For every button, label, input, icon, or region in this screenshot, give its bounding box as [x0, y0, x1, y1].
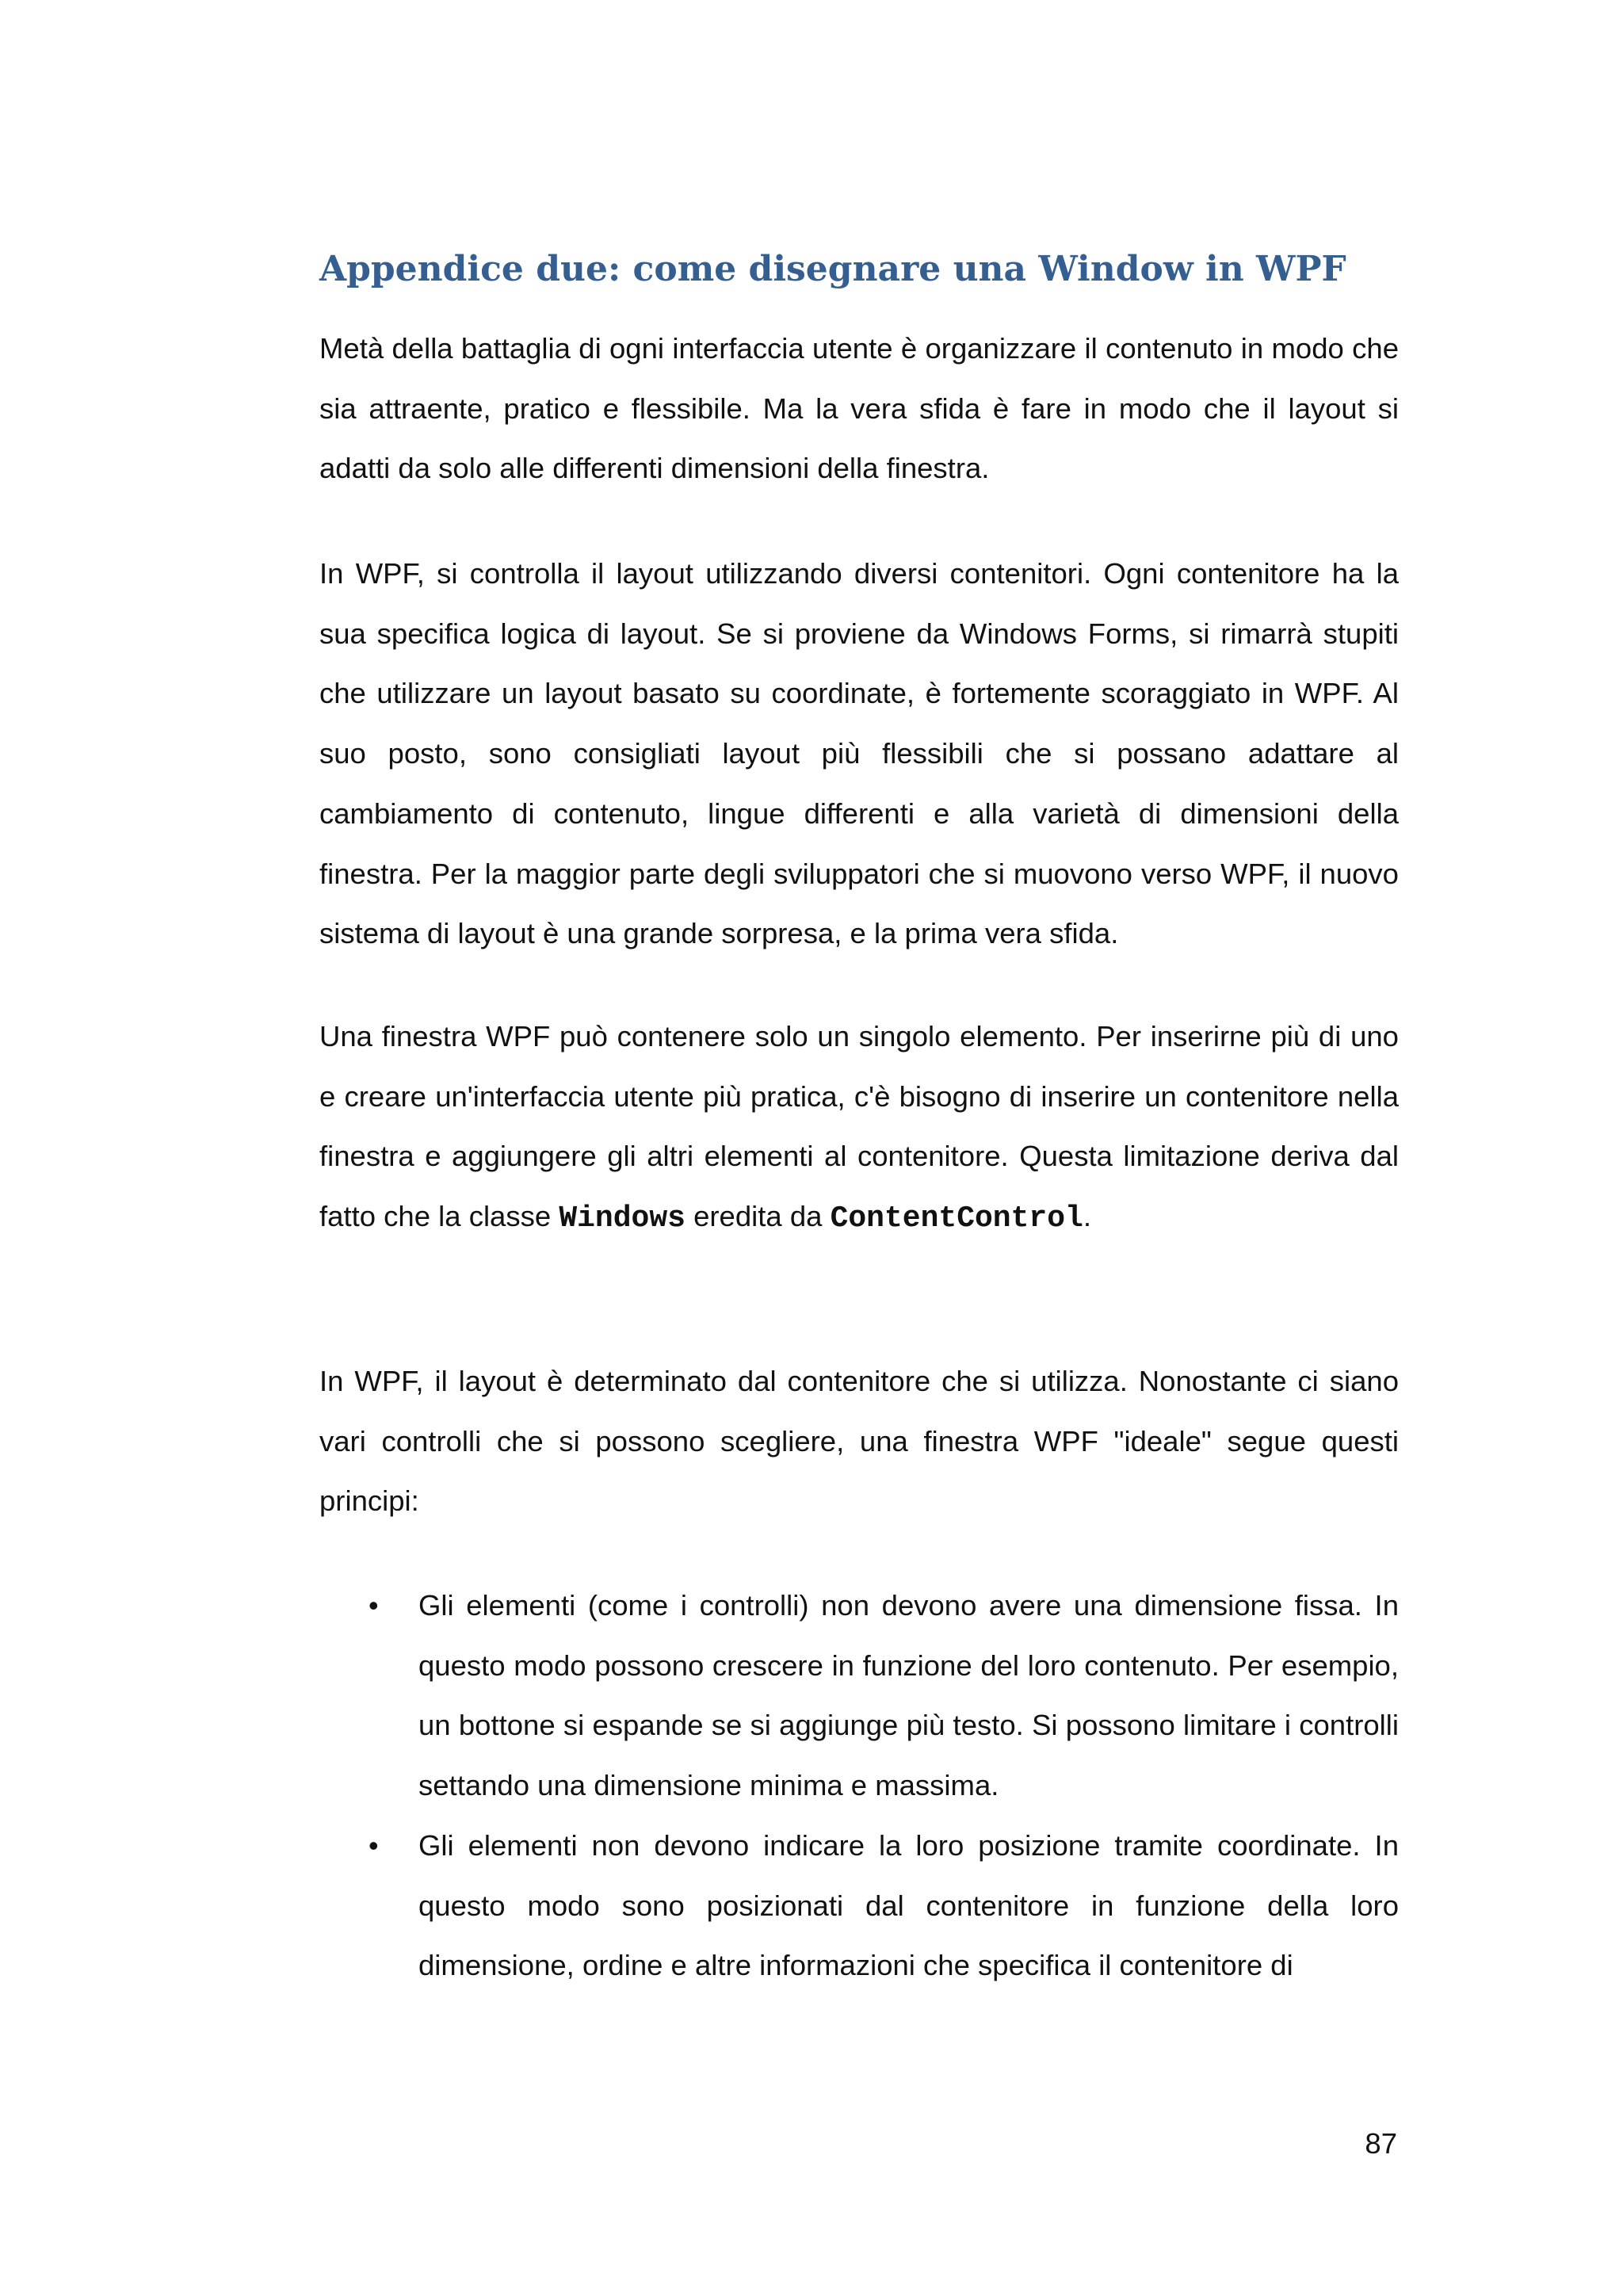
paragraph-text-segment: eredita da [685, 1200, 831, 1233]
paragraph-text-segment: Una finestra WPF può contenere solo un singolo elemento. Per inserirne più di uno e creare un'interfaccia utente più pratica, c'è bisogno di inserire un contenitore nella finestra e aggiungere gli altri elementi al contenitore. Questa limitazione deriva dal fatto che la classe [319, 1020, 1399, 1233]
bullet-icon: • [369, 1828, 379, 1862]
section-heading: Appendice due: come disegnare una Window in WPF [319, 249, 1346, 289]
list-item [319, 1816, 1399, 1996]
page-number: 87 [1365, 2127, 1397, 2160]
list-item-text: Gli elementi (come i controlli) non devono avere una dimensione fissa. In questo modo possono crescere in funzione del loro contenuto. Per esempio, un bottone si espande se si aggiunge più testo. Si possono limitare i controlli settando una dimensione minima e massima. [418, 1589, 1399, 1802]
paragraph-single-element [319, 1007, 1399, 1249]
code-contentcontrol: ContentControl [830, 1201, 1083, 1236]
paragraph-layout-containers: In WPF, si controlla il layout utilizzando diversi contenitori. Ogni contenitore ha la sua specifica logica di layout. Se si proviene da Windows Forms, si rimarrà stupiti che utilizzare un layout basato su coordinate, è fortemente scoraggiato in WPF. Al suo posto, sono consigliati layout più flessibili che si possano adattare al cambiamento di contenuto, lingue differenti e alla varietà di dimensioni della finestra. Per la maggior parte degli sviluppatori che si muovono verso WPF, il nuovo sistema di layout è una grande sorpresa, e la prima vera sfida. [319, 557, 1399, 950]
list-item [319, 1576, 1399, 1816]
paragraph-text-segment: . [1083, 1200, 1091, 1233]
principles-list [319, 1576, 1399, 1996]
code-windows: Windows [559, 1201, 685, 1236]
paragraph-intro: Metà della battaglia di ogni interfaccia utente è organizzare il contenuto in modo che sia attraente, pratico e flessibile. Ma la vera sfida è fare in modo che il layout si adatti da solo alle differenti dimensioni della finestra. [319, 332, 1399, 485]
paragraph-principles-intro: In WPF, il layout è determinato dal contenitore che si utilizza. Nonostante ci siano vari controlli che si possono scegliere, una finestra WPF "ideale" segue questi principi: [319, 1365, 1399, 1518]
list-item-text: Gli elementi non devono indicare la loro posizione tramite coordinate. In questo modo sono posizionati dal contenitore in funzione della loro dimensione, ordine e altre informazioni che specifica il contenitore di [418, 1828, 1399, 1982]
bullet-icon: • [369, 1589, 379, 1622]
